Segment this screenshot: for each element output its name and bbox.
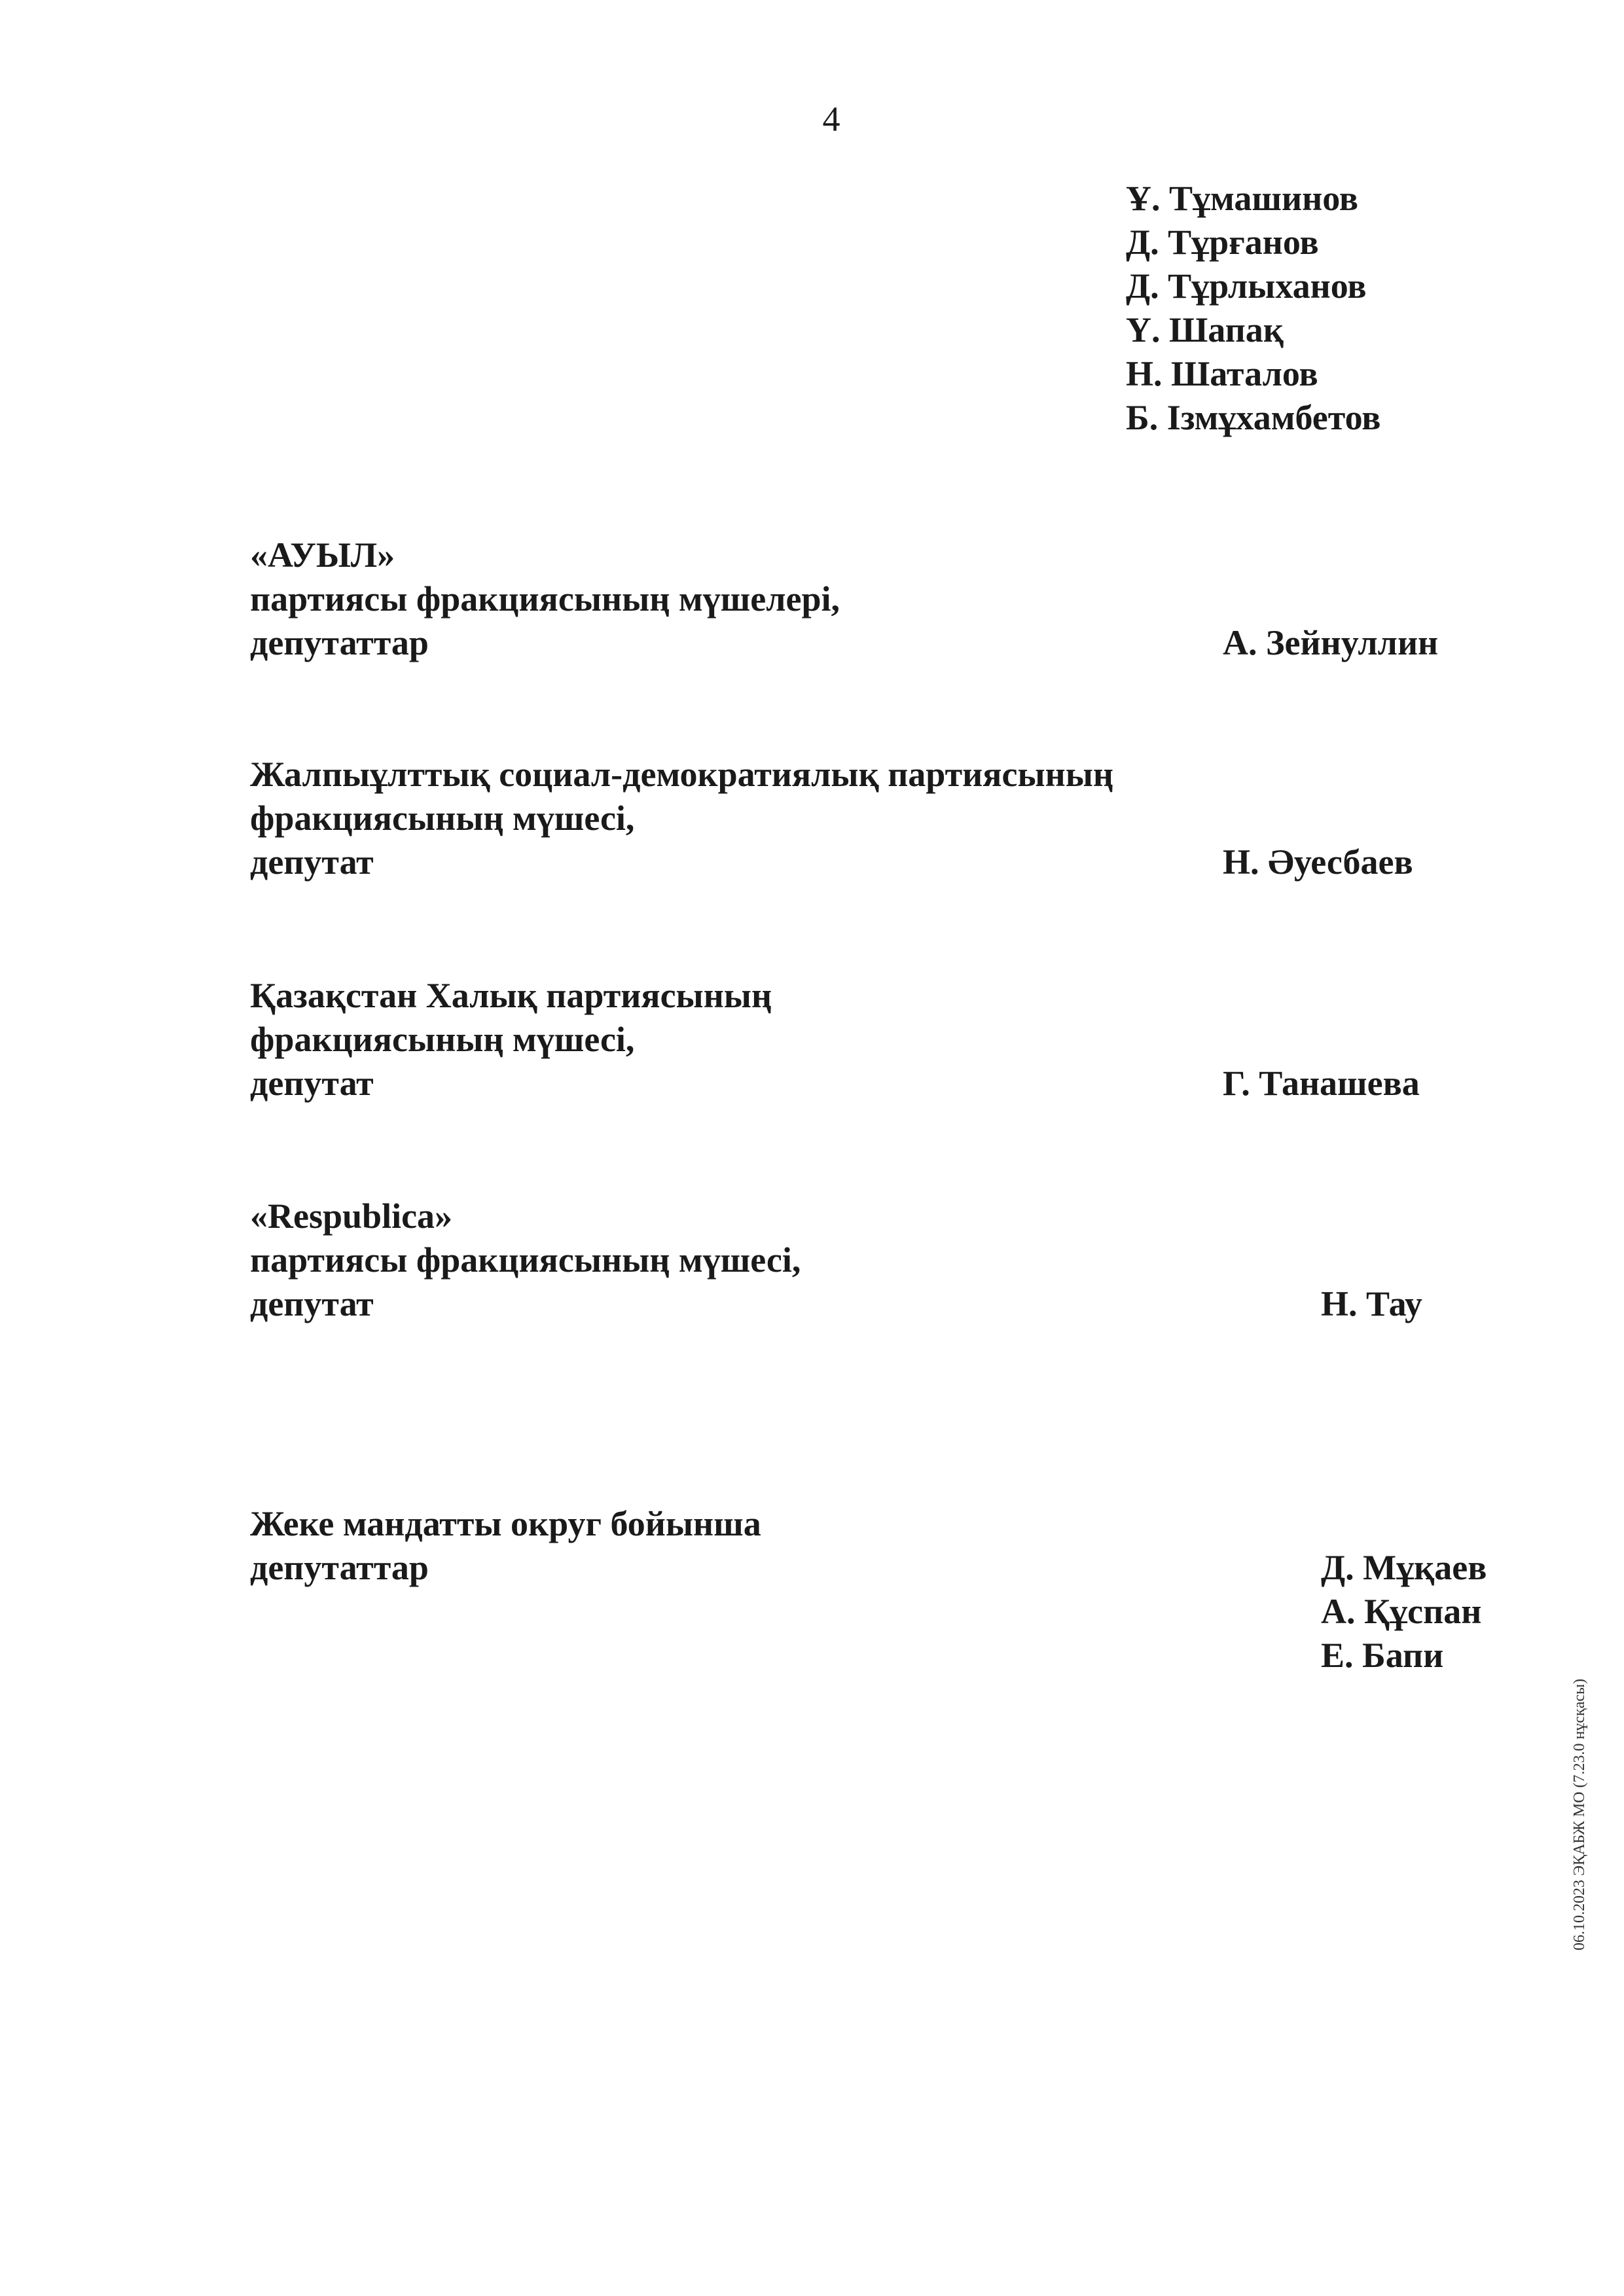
deputies-name-list bbox=[1126, 177, 1380, 440]
faction-title: Қазақстан Халық партиясының bbox=[250, 976, 772, 1015]
deputy-role: депутат bbox=[250, 842, 374, 882]
single-mandate-signers bbox=[1321, 1546, 1487, 1677]
faction-peoples-party-signers bbox=[1223, 1062, 1420, 1105]
deputy-name: Д. Тұрғанов bbox=[1126, 223, 1319, 262]
deputy-name: Б. Ізмұхамбетов bbox=[1126, 398, 1381, 437]
deputy-role: депутаттар bbox=[250, 623, 429, 662]
faction-membership: фракциясының мүшесі, bbox=[250, 1020, 635, 1059]
signer-name: А. Құспан bbox=[1321, 1592, 1482, 1631]
signer-name: Н. Әуесбаев bbox=[1223, 842, 1413, 882]
faction-peoples-party-heading bbox=[250, 974, 772, 1105]
faction-title: «Respublica» bbox=[250, 1196, 453, 1236]
faction-membership: фракциясының мүшесі, bbox=[250, 798, 635, 838]
deputy-role: депутат bbox=[250, 1064, 374, 1103]
signer-name: Е. Бапи bbox=[1321, 1636, 1444, 1675]
faction-membership: партиясы фракциясының мүшелері, bbox=[250, 579, 840, 619]
faction-respublica-signers bbox=[1321, 1282, 1422, 1326]
deputy-name: Н. Шаталов bbox=[1126, 354, 1318, 393]
deputy-role: депутаттар bbox=[250, 1548, 429, 1587]
signer-name: Г. Танашева bbox=[1223, 1064, 1420, 1103]
signer-name: Н. Тау bbox=[1321, 1284, 1422, 1323]
faction-auyl-signers bbox=[1223, 621, 1438, 665]
signer-name: А. Зейнуллин bbox=[1223, 623, 1439, 662]
faction-membership: партиясы фракциясының мүшесі, bbox=[250, 1240, 801, 1280]
signer-name: Д. Мұқаев bbox=[1321, 1548, 1487, 1587]
deputy-role: депутат bbox=[250, 1284, 374, 1323]
page-number: 4 bbox=[822, 99, 840, 139]
deputy-name: Д. Тұрлыханов bbox=[1126, 266, 1367, 306]
faction-respublica-heading bbox=[250, 1194, 801, 1326]
faction-title: Жалпыұлттық социал-демократиялық партиясының bbox=[250, 755, 1113, 794]
deputy-name: Ұ. Тұмашинов bbox=[1126, 179, 1359, 218]
single-mandate-heading bbox=[250, 1502, 761, 1590]
faction-title: «АУЫЛ» bbox=[250, 535, 395, 575]
faction-social-democratic-signers bbox=[1223, 840, 1413, 884]
edms-side-stamp: 06.10.2023 ЭҚАБЖ МО (7.23.0 нұсқасы) bbox=[1571, 1678, 1588, 1950]
deputy-name: Ү. Шапақ bbox=[1126, 310, 1284, 350]
faction-social-democratic-heading bbox=[250, 753, 1113, 884]
faction-title: Жеке мандатты округ бойынша bbox=[250, 1504, 761, 1543]
faction-auyl-heading bbox=[250, 533, 840, 665]
